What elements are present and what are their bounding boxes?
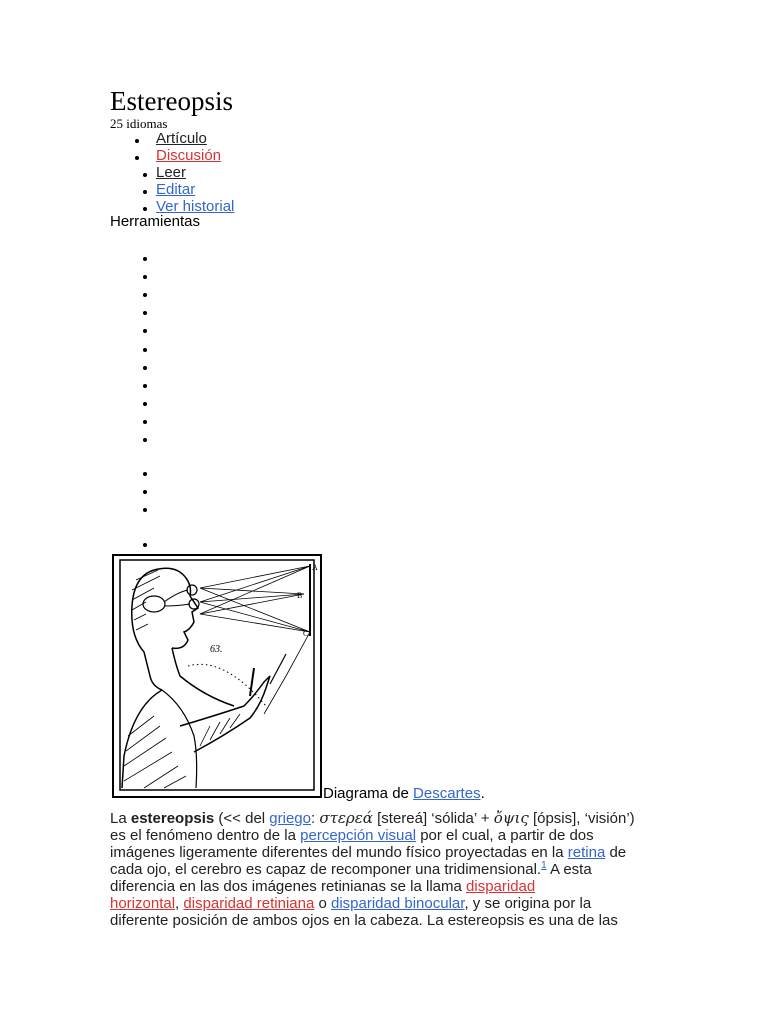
paragraph-line [110,844,650,861]
caption-text: Diagrama de [323,785,414,802]
tools-item-bullet [143,311,147,315]
label-a: A [312,563,318,572]
tools-item-bullet [143,420,147,424]
diagram-drawing [114,556,320,796]
text-run: es el fenómeno dentro de la [110,827,301,844]
tools-item-bullet [143,348,147,352]
tools-item-bullet [143,490,147,494]
list-bullet [135,139,139,143]
paragraph-line [110,895,650,912]
tools-item-bullet [143,257,147,261]
text-run: de [605,844,627,861]
text-run: por el cual, a partir de dos [416,827,594,844]
tools-item-bullet [143,275,147,279]
text-run: imágenes ligeramente diferentes del mundo físico proyectadas en la [110,844,568,861]
text-run: diferencia en las dos imágenes retinianas se la llama [110,878,467,895]
link-percepcion-visual[interactable]: percepción visual [300,827,417,844]
paragraph-line [110,861,650,878]
tools-item-bullet [143,293,147,297]
text-run: diferente posición de ambos ojos en la cabeza. La estereopsis es una de las [110,912,618,929]
figure-number: 63. [210,644,223,655]
tab-history[interactable]: Ver historial [156,198,235,215]
link-retina[interactable]: retina [567,844,606,861]
tools-item-bullet [143,543,147,547]
link-disparidad-horizontal-cont[interactable]: horizontal [110,895,176,912]
page-title: Estereopsis [110,86,233,116]
tools-item-bullet [143,402,147,406]
tools-item-bullet [143,472,147,476]
text-run: [ópsis], ‘visión’) [528,810,635,827]
label-c: C [303,629,309,638]
tab-article[interactable]: Artículo [156,130,207,147]
term-bold: estereopsis [130,810,215,827]
link-griego[interactable]: griego [269,810,311,827]
list-bullet [143,173,147,177]
figure-caption [323,785,485,802]
caption-period: . [480,785,485,802]
paragraph-line [110,827,650,844]
descartes-diagram[interactable] [112,554,322,798]
tools-item-bullet [143,366,147,370]
list-bullet [143,190,147,194]
tools-item-bullet [143,384,147,388]
tab-read[interactable]: Leer [156,164,187,181]
link-disparidad-binocular[interactable]: disparidad binocular [331,895,465,912]
list-bullet [135,156,139,160]
tab-edit[interactable]: Editar [156,181,196,198]
text-run: o [314,895,331,912]
tab-discussion[interactable]: Discusión [156,147,222,164]
intro-paragraph [110,810,650,929]
reference-1[interactable]: 1 [541,860,547,871]
list-bullet [143,207,147,211]
language-count[interactable]: 25 idiomas [110,116,168,131]
label-b: B [297,591,303,600]
text-run: A esta [546,861,592,878]
text-run: (<< del [214,810,270,827]
tools-item-bullet [143,508,147,512]
descartes-link[interactable]: Descartes [413,785,481,802]
link-disparidad-horizontal[interactable]: disparidad [466,878,536,895]
text-run: : [311,810,320,827]
paragraph-line [110,810,650,827]
text-run: , [175,895,184,912]
link-disparidad-retiniana[interactable]: disparidad retiniana [183,895,315,912]
greek-word: ὄψις [493,809,529,827]
tools-item-bullet [143,329,147,333]
tools-item-bullet [143,438,147,442]
text-run: , y se origina por la [464,895,592,912]
text-run: cada ojo, el cerebro es capaz de recomponer una tridimensional. [110,861,542,878]
greek-word: στερεά [319,809,373,827]
text-run: La [110,810,131,827]
paragraph-line [110,878,650,895]
tools-menu-label[interactable]: Herramientas [110,213,201,230]
paragraph-line [110,912,650,929]
text-run: [stereá] ‘sólida’ + [372,810,494,827]
